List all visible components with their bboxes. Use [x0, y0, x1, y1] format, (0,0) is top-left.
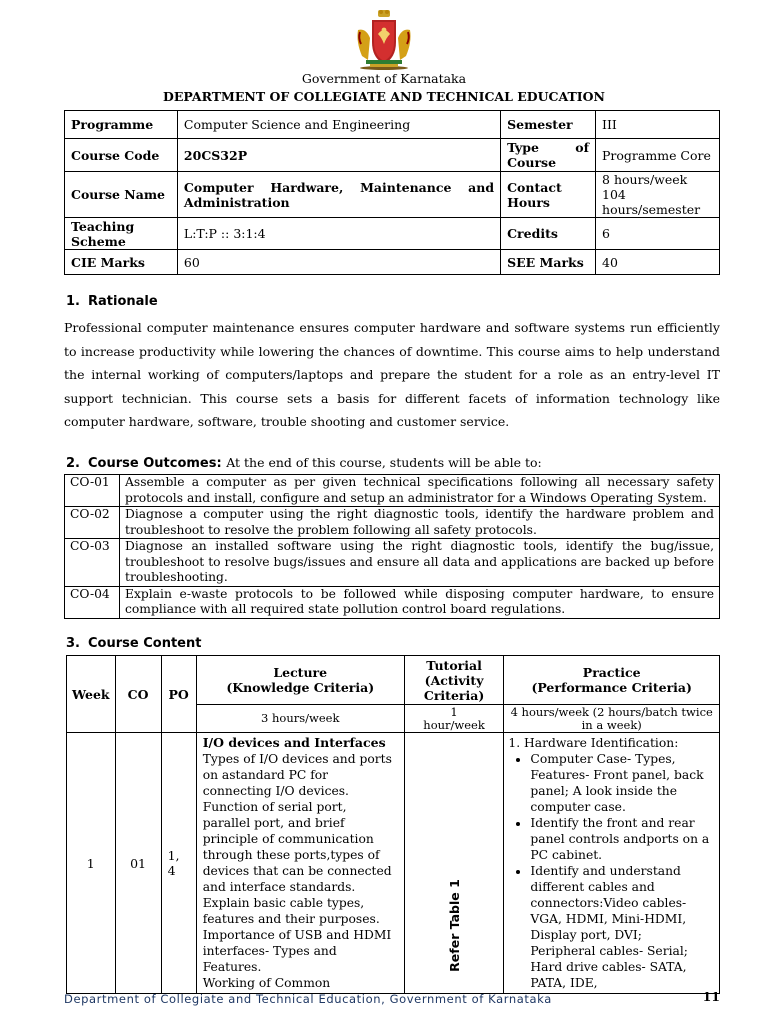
- rationale-text: Professional computer maintenance ensures computer hardware and software systems run efficiently to increase productivity while lowering the chances of downtime. This course aims to help understand the internal working of computers/laptops and prepare the student for a role as an entry-level IT support technician. This course sets a basis for different facets of information technology like computer hardware, software, trouble shooting and customer service.: [64, 320, 720, 429]
- table-row: [65, 172, 720, 218]
- practice-header-line1: Practice: [582, 665, 641, 680]
- co-text: Diagnose an installed software using the right diagnostic tools, identify the bug/issue, troubleshoot to resolve bugs/issues and ensure all data and applications are backed up before troubleshooting.: [120, 539, 720, 587]
- practice-tail: Peripheral cables- Serial; Hard drive cables- SATA, PATA, IDE,: [530, 944, 688, 990]
- list-item: • Identify the front and rear panel controls andports on a PC cabinet.: [530, 815, 715, 863]
- type-of-course-value: Programme Core: [596, 139, 720, 172]
- course-outcomes-table: [64, 474, 720, 619]
- co-text: Assemble a computer as per given technical specifications following all necessary safety protocols and install, configure and setup an administrator for a Windows Operating System.: [120, 475, 720, 507]
- po-value: [161, 733, 196, 994]
- government-title: Government of Karnataka: [301, 71, 467, 86]
- contact-label-line2: Hours: [507, 194, 550, 210]
- rationale-heading: [66, 294, 158, 309]
- co-text: Explain e-waste protocols to be followed while disposing computer hardware, to ensure compliance with all required state pollution control board regulations.: [120, 586, 720, 618]
- course-info-table: [64, 110, 720, 275]
- lecture-paragraph: Types of I/O devices and ports on astandard PC for connecting I/O devices.: [202, 752, 392, 798]
- lecture-paragraph: Working of Common: [202, 976, 331, 990]
- table-row: [65, 250, 720, 275]
- po-line1: 1,: [167, 848, 180, 863]
- table-row: [65, 586, 720, 618]
- type-of-course-label: [501, 139, 596, 172]
- type-label-a: Type: [507, 140, 539, 155]
- semester-value: III: [596, 111, 720, 139]
- contact-hours-label: [501, 172, 596, 218]
- semester-label: Semester: [501, 111, 596, 139]
- course-code-value: 20CS32P: [177, 139, 500, 172]
- type-label-b: of: [575, 140, 590, 155]
- teaching-label-line1: Teaching: [71, 218, 135, 234]
- course-name-value: [177, 172, 500, 218]
- course-name-label: Course Name: [65, 172, 178, 218]
- lecture-header-line1: Lecture: [273, 665, 328, 680]
- list-item: • Computer Case- Types, Features- Front panel, back panel; A look inside the computer case.: [530, 751, 715, 815]
- table-row: [65, 475, 720, 507]
- lecture-paragraph: Function of serial port, parallel port, and brief principle of communication through these ports,types of devices that can be connected and interface standards. Explain basic cable types, features and their purposes.: [202, 800, 392, 926]
- co-id: CO-01: [65, 475, 120, 507]
- course-code-label: Course Code: [65, 139, 178, 172]
- lecture-cell: [196, 733, 404, 994]
- tutorial-header-line1: Tutorial: [426, 657, 482, 673]
- table-row: [65, 218, 720, 250]
- lecture-header: [196, 656, 404, 705]
- course-content-table: [66, 655, 720, 994]
- section-number: 3.: [66, 636, 80, 651]
- teaching-scheme-value: L:T:P :: 3:1:4: [177, 218, 500, 250]
- contact-line2: 104: [602, 187, 626, 202]
- section-title: Course Outcomes:: [88, 456, 222, 471]
- teaching-scheme-label: [65, 218, 178, 250]
- tutorial-header: [404, 656, 504, 705]
- footer-text: Department of Collegiate and Technical Education, Government of Karnataka: [64, 992, 552, 1006]
- practice-title: 1. Hardware Identification:: [508, 736, 679, 750]
- co-value: 01: [115, 733, 161, 994]
- contact-hours-value: [596, 172, 720, 218]
- outcomes-heading: [66, 455, 542, 471]
- cie-marks-value: 60: [177, 250, 500, 275]
- week-header: Week: [67, 656, 116, 733]
- po-line2: 4: [167, 863, 176, 878]
- contact-line3: hours/semester: [602, 202, 701, 217]
- section-number: 2.: [66, 456, 80, 471]
- contact-line1: 8 hours/week: [602, 172, 688, 187]
- lecture-header-line2: (Knowledge Criteria): [226, 680, 375, 695]
- credits-label: Credits: [501, 218, 596, 250]
- table-row: [65, 539, 720, 587]
- type-label-c: Course: [507, 155, 557, 170]
- contact-label-line1: Contact: [507, 179, 562, 195]
- karnataka-emblem-icon: [352, 8, 416, 70]
- practice-cell: [504, 733, 720, 994]
- outcomes-intro: At the end of this course, students will be able to:: [226, 455, 542, 470]
- teaching-label-line2: Scheme: [71, 233, 126, 249]
- see-marks-value: 40: [596, 250, 720, 275]
- section-title: Course Content: [88, 636, 202, 651]
- lecture-topic-title: I/O devices and Interfaces: [202, 735, 386, 750]
- co-id: CO-03: [65, 539, 120, 587]
- co-id: CO-04: [65, 586, 120, 618]
- week-value: 1: [67, 733, 116, 994]
- section-title: Rationale: [88, 294, 158, 309]
- lecture-hours: 3 hours/week: [196, 705, 404, 733]
- tutorial-reference: Refer Table 1: [446, 879, 462, 972]
- co-header: CO: [115, 656, 161, 733]
- co-text: Diagnose a computer using the right diagnostic tools, identify the hardware problem and troubleshoot to resolve the problem following all safety protocols.: [120, 507, 720, 539]
- tutorial-header-line3: Criteria): [423, 687, 485, 703]
- content-heading: [66, 636, 201, 651]
- page-number: 11: [702, 989, 720, 1004]
- credits-value: 6: [596, 218, 720, 250]
- tutorial-cell: [404, 733, 504, 994]
- table-row: [65, 139, 720, 172]
- tutorial-header-line2: (Activity: [424, 672, 484, 688]
- tutorial-hours-line2: hour/week: [423, 717, 485, 732]
- practice-hours: 4 hours/week (2 hours/batch twice in a week): [504, 705, 720, 733]
- practice-list: [508, 751, 715, 943]
- tutorial-hours: [404, 705, 504, 733]
- course-name-line2: Administration: [183, 194, 290, 210]
- table-row: [67, 733, 720, 994]
- programme-value: Computer Science and Engineering: [177, 111, 500, 139]
- tutorial-hours-line1: 1: [450, 704, 458, 719]
- table-row: [65, 507, 720, 539]
- lecture-paragraph: Importance of USB and HDMI interfaces- Types and Features.: [202, 928, 392, 974]
- section-number: 1.: [66, 294, 80, 309]
- practice-header: [504, 656, 720, 705]
- department-title: DEPARTMENT OF COLLEGIATE AND TECHNICAL EDUCATION: [163, 89, 605, 104]
- po-header: PO: [161, 656, 196, 733]
- co-id: CO-02: [65, 507, 120, 539]
- programme-label: Programme: [65, 111, 178, 139]
- list-item: • Identify and understand different cables and connectors:Video cables- VGA, HDMI, Mini-HDMI, Display port, DVI;: [530, 863, 715, 943]
- course-name-line1: Computer Hardware, Maintenance and: [183, 179, 495, 195]
- see-marks-label: SEE Marks: [501, 250, 596, 275]
- practice-header-line2: (Performance Criteria): [531, 680, 692, 695]
- table-row: [65, 111, 720, 139]
- table-row: [67, 656, 720, 705]
- cie-marks-label: CIE Marks: [65, 250, 178, 275]
